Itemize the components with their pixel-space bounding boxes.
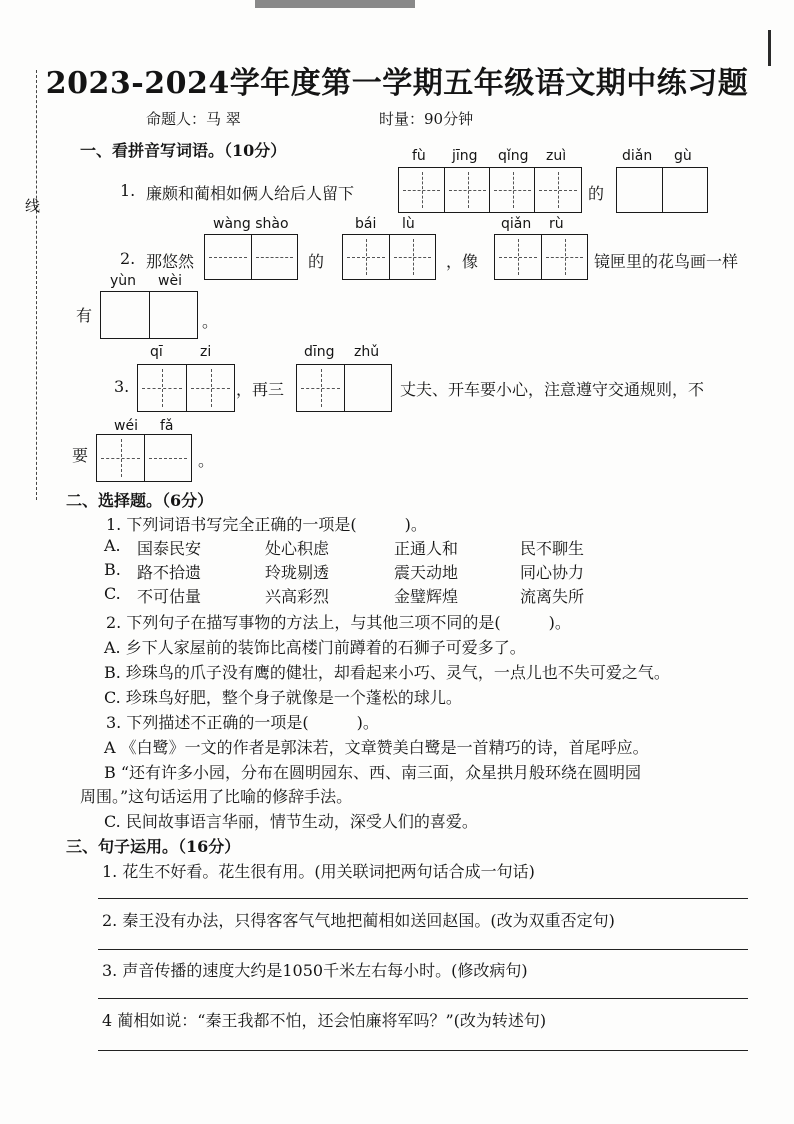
s2-q1-optC-w2: 兴高彩烈 [265, 587, 330, 606]
s2-q1-optB-w3: 震天动地 [394, 563, 459, 582]
q2-answer-box-b[interactable] [342, 234, 436, 280]
s2-q3-optB-line1[interactable]: B “还有许多小园，分布在圆明园东、西、南三面，众星拱月般环绕在圆明园 [104, 763, 642, 782]
q1-joiner: 的 [588, 184, 605, 203]
section-1-title: 一、看拼音写词语。（10分） [80, 141, 287, 160]
s2-q1-optC-label[interactable]: C. [104, 584, 121, 603]
q3-post: 丈夫、开车要小心，注意遵守交通规则，不 [400, 380, 705, 399]
section-3-title: 三、句子运用。（16分） [66, 837, 241, 856]
time-limit: 时量：90分钟 [379, 110, 474, 128]
q3-pinyin-2: zi [200, 344, 212, 360]
q2-line2-pre: 有 [76, 306, 93, 325]
q3-pinyin-4: zhǔ [354, 344, 380, 360]
s2-q2-optC[interactable]: C. 珍珠鸟好肥，整个身子就像是一个蓬松的球儿。 [104, 688, 462, 707]
author-line: 命题人：马 翠 [146, 110, 241, 128]
q1-pinyin-1: fù [412, 148, 426, 164]
s2-q1-optA-label[interactable]: A. [104, 536, 121, 555]
q1-answer-box-a[interactable] [398, 167, 582, 213]
q1-text: 廉颇和蔺相如俩人给后人留下 [146, 184, 355, 203]
s2-q1-optB-w1: 路不拾遗 [137, 563, 202, 582]
q1-pinyin-3: qǐng [498, 148, 529, 164]
s2-q1-optA-w3: 正通人和 [394, 539, 459, 558]
q2-mid-2: ，像 [446, 252, 479, 271]
s3-item-2: 2. 秦王没有办法，只得客客气气地把蔺相如送回赵国。(改为双重否定句) [102, 911, 615, 930]
q2-pinyin-4: qiǎn [501, 216, 532, 232]
q2-pre: 那悠然 [146, 252, 195, 271]
q3-answer-box-c[interactable] [96, 434, 192, 482]
s2-q1-optB-w4: 同心协力 [520, 563, 585, 582]
q1-pinyin-4: zuì [546, 148, 567, 164]
s2-q2-optA[interactable]: A. 乡下人家屋前的装饰比高楼门前蹲着的石狮子可爱多了。 [104, 638, 526, 657]
q2-pinyin-5: rù [549, 216, 564, 232]
s2-q1-optA-w2: 处心积虑 [265, 539, 330, 558]
q2-line2-post: 。 [202, 312, 219, 331]
s2-q1-optA-w4: 民不聊生 [520, 539, 585, 558]
s3-answer-line-3[interactable] [98, 998, 748, 999]
s3-item-1: 1. 花生不好看。花生很有用。(用关联词把两句话合成一句话) [102, 862, 535, 881]
binding-dashed-line [36, 70, 37, 500]
s3-answer-line-4[interactable] [98, 1050, 748, 1051]
q2-mid-1: 的 [308, 252, 325, 271]
q3-answer-box-a[interactable] [137, 364, 235, 412]
q2-pinyin-2: bái [355, 216, 377, 232]
page-title: 2023-2024学年度第一学期五年级语文期中练习题 [45, 66, 749, 101]
q2-number: 2. [120, 249, 136, 268]
s2-q2-optB[interactable]: B. 珍珠鸟的爪子没有鹰的健壮，却看起来小巧、灵气，一点儿也不失可爱之气。 [104, 663, 670, 682]
q3-pinyin-1: qī [150, 344, 163, 360]
s2-q2-stem: 2. 下列句子在描写事物的方法上，与其他三项不同的是( )。 [106, 613, 571, 632]
s3-item-3: 3. 声音传播的速度大约是1050千米左右每小时。(修改病句) [102, 961, 528, 980]
q3-pinyin-5: wéi [114, 418, 138, 434]
q1-number: 1. [120, 181, 136, 200]
q2-pinyin-6: yùn [110, 273, 137, 289]
s2-q1-optA-w1: 国泰民安 [137, 539, 202, 558]
q3-number: 3. [114, 377, 130, 396]
q2-answer-box-c[interactable] [494, 234, 588, 280]
binding-label: 线 [23, 198, 41, 213]
s2-q1-stem: 1. 下列词语书写完全正确的一项是( )。 [106, 515, 427, 534]
s2-q1-optB-label[interactable]: B. [104, 560, 121, 579]
s2-q3-optC[interactable]: C. 民间故事语言华丽，情节生动，深受人们的喜爱。 [104, 812, 478, 831]
q2-pinyin-3: lù [402, 216, 415, 232]
q1-pinyin-5: diǎn [622, 148, 653, 164]
q3-line2-post: 。 [198, 451, 215, 470]
q3-answer-box-b[interactable] [296, 364, 392, 412]
s2-q1-optB-w2: 玲珑剔透 [265, 563, 330, 582]
s3-answer-line-1[interactable] [98, 898, 748, 899]
scan-smudge [255, 0, 415, 8]
q1-answer-box-b[interactable] [616, 167, 708, 213]
q1-pinyin-6: gù [674, 148, 692, 164]
q2-pinyin-7: wèi [158, 273, 182, 289]
s3-item-4: 4 蔺相如说：“秦王我都不怕，还会怕廉将军吗？”(改为转述句) [102, 1011, 547, 1030]
s2-q1-optC-w4: 流离失所 [520, 587, 585, 606]
s3-answer-line-2[interactable] [98, 949, 748, 950]
q2-answer-box-a[interactable] [204, 234, 298, 280]
q2-post: 镜匣里的花鸟画一样 [594, 252, 739, 271]
s2-q1-optC-w1: 不可估量 [137, 587, 202, 606]
q2-pinyin-1: wàng shào [213, 216, 289, 232]
q3-line2-pre: 要 [72, 446, 89, 465]
s2-q3-optB-line2: 周围。”这句话运用了比喻的修辞手法。 [80, 787, 353, 806]
q3-pinyin-3: dīng [304, 344, 335, 360]
q1-pinyin-2: jīng [452, 148, 478, 164]
s2-q1-optC-w3: 金璧辉煌 [394, 587, 459, 606]
s2-q3-optA[interactable]: A 《白鹭》一文的作者是郭沫若，文章赞美白鹭是一首精巧的诗，首尾呼应。 [104, 738, 649, 757]
q2-answer-box-d[interactable] [100, 291, 198, 339]
s2-q3-stem: 3. 下列描述不正确的一项是( )。 [106, 713, 379, 732]
section-2-title: 二、选择题。（6分） [66, 491, 214, 510]
q3-mid: ，再三 [236, 380, 285, 399]
q3-pinyin-6: fǎ [160, 418, 174, 434]
